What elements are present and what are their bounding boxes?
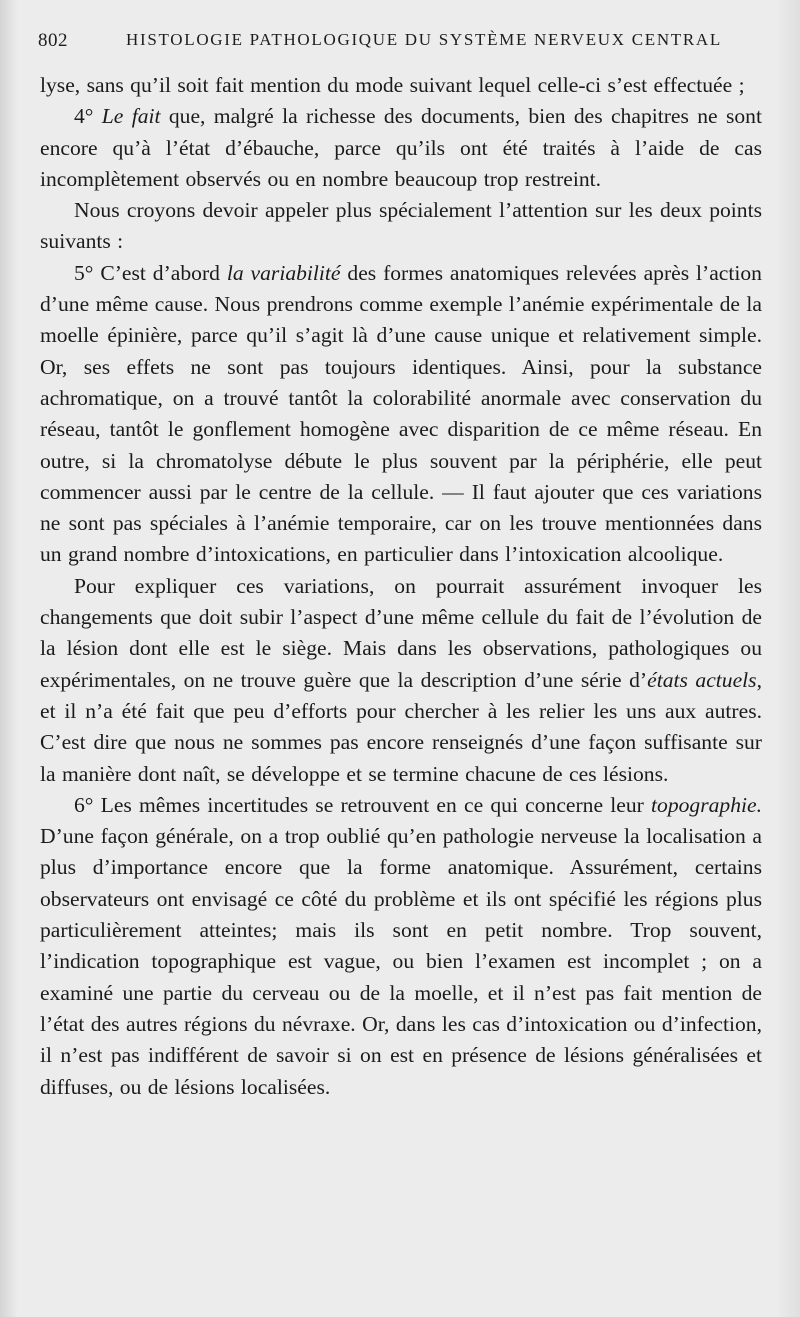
paragraph-point-4 [40,101,762,195]
paragraph-text-rest: D’une façon générale, on a trop oublié qu’en pathologie nerveuse la localisation a plus d’importance encore que la forme anatomique. Assurément, certains observateurs ont envisagé ce côté du problème et ils ont spécifié les régions plus particulièrement atteintes; mais ils sont en petit nombre. Trop souvent, l’indication topographique est vague, ou bien l’examen est incomplet ; on a examiné une partie du cerveau ou de la moelle, et il n’est pas fait mention de l’état des autres régions du névraxe. Or, dans les cas d’intoxication ou d’infection, il n’est pas indifférent de savoir si on est en présence de lésions généralisées et diffuses, ou de lésions localisées. [40,824,762,1099]
italic-term: la variabilité [226,260,341,285]
paragraph-point-5 [40,258,762,571]
italic-term: états actuels [647,667,757,692]
paragraph-text-rest: que, malgré la richesse des documents, bien des chapitres ne sont encore qu’à l’état d’ébauche, parce qu’ils ont été traités à l’aide de cas incomplètement observés ou en nombre beaucoup trop restreint. [40,104,762,191]
paragraph-text: Nous croyons devoir appeler plus spécialement l’attention sur les deux points suivants : [40,198,762,254]
paragraph-point-6 [40,790,762,1103]
page-number: 802 [38,30,68,51]
page-header [38,30,758,60]
paragraph-explanation [40,571,762,790]
paragraph-text-start: Pour expliquer ces variations, on pourrait assurément invoquer les changements que doit subir l’aspect d’une même cellule du fait de l’évolution de la lésion dont elle est le siège. Mais dans les observations, pathologiques ou expérimentales, on ne trouve guère que la description d’une série d’ [40,573,762,692]
running-title: HISTOLOGIE PATHOLOGIQUE DU SYSTÈME NERVEUX CENTRAL [126,30,722,49]
paragraph-text-start: 4° [74,104,102,129]
paragraph-text-start: 6° Les mêmes incertitudes se retrouvent en ce qui concerne leur [74,792,652,817]
paragraph-text-start: 5° C’est d’abord [74,260,227,285]
paragraph-text-rest: des formes anatomiques relevées après l’action d’une même cause. Nous prendrons comme exemple l’anémie expérimentale de la moelle épinière, parce qu’il s’agit là d’une cause unique et relativement simple. Or, ses effets ne sont pas toujours identiques. Ainsi, pour la substance achromatique, on a trouvé tantôt la colorabilité anormale avec conservation du réseau, tantôt le gonflement homogène avec disparition de ce même réseau. En outre, si la chromatolyse débute le plus souvent par la périphérie, elle peut commencer aussi par le centre de la cellule. — Il faut ajouter que ces variations ne sont pas spéciales à l’anémie temporaire, car on les trouve mentionnées dans un grand nombre d’intoxications, en particulier dans l’intoxication alcoolique. [40,260,762,567]
body-text [40,70,762,1103]
paragraph-text: lyse, sans qu’il soit fait mention du mode suivant lequel celle-ci s’est effectuée ; [40,73,745,97]
paragraph-intro [40,195,762,258]
italic-term: topographie. [651,792,762,817]
italic-term: Le fait [101,104,161,129]
paragraph-text-rest: , et il n’a été fait que peu d’efforts pour chercher à les relier les uns aux autres. C’est dire que nous ne sommes pas encore renseignés d’une façon suffisante sur la manière dont naît, se développe et se termine chacune de ces lésions. [40,667,762,786]
paragraph-continuation [40,70,762,101]
